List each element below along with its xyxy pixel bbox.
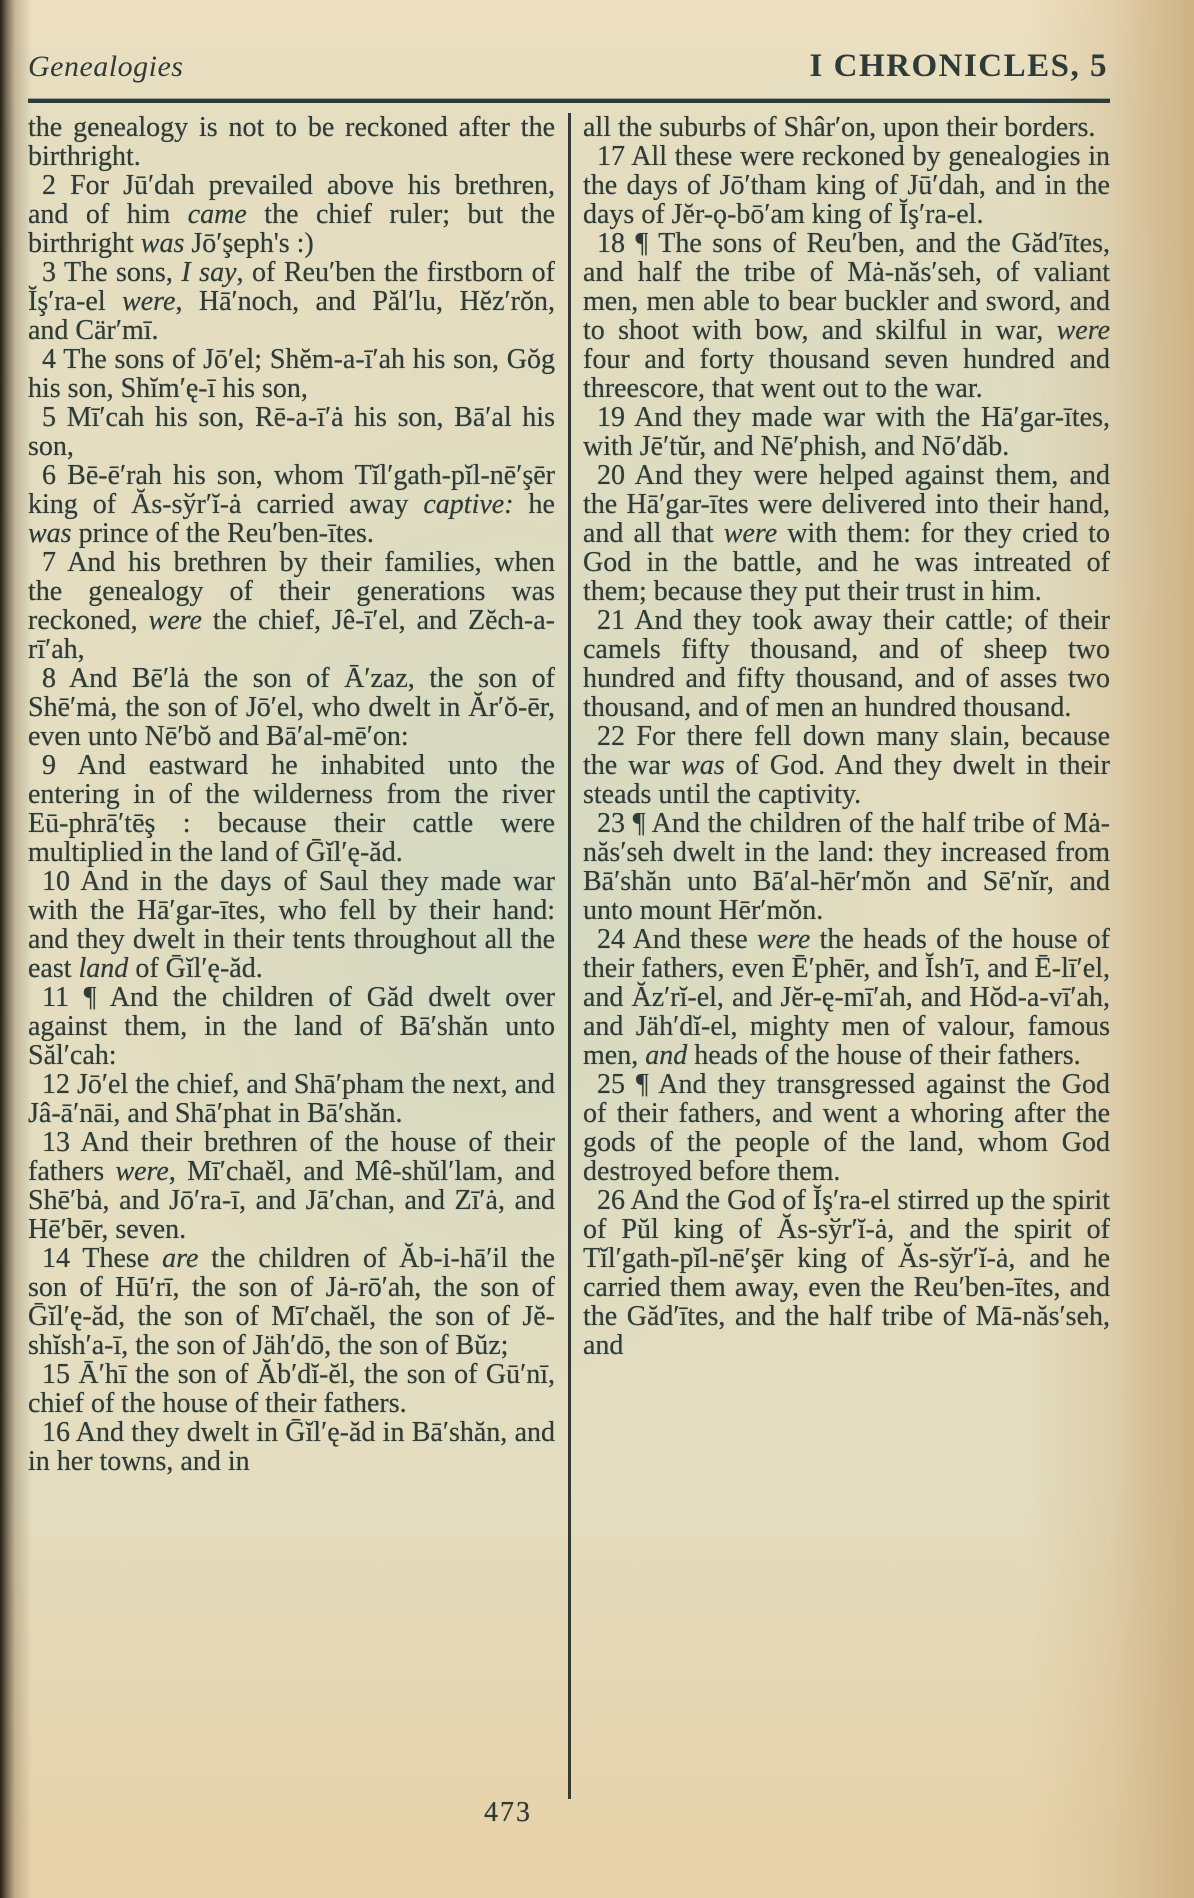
text-run: , Mī′chaĕl, and Mê-shŭl′lam, and Shē′bȧ, and Jō′ra-ī, and Jā′chan, and Zī′ȧ, and Hē′bēr, seven.: [28, 1156, 555, 1245]
verse-paragraph: [583, 1186, 1110, 1360]
two-column-text: [28, 113, 1110, 1799]
text-run: 8 And Bē′lȧ the son of Ā′zaz, the son of Shē′mȧ, the son of Jō′el, who dwelt in Ăr′ŏ-ēr, even unto Nē′bŏ and Bā′al-mē′on:: [28, 663, 555, 752]
verse-paragraph: [583, 606, 1110, 722]
text-run: 15 Ā′hī the son of Ăb′dĭ-ĕl, the son of Gū′nī, chief of the house of their fathers.: [28, 1359, 555, 1419]
column-divider-rule: [568, 113, 571, 1799]
text-run: all the suburbs of Shâr′on, upon their borders.: [583, 113, 1096, 143]
verse-paragraph: [583, 809, 1110, 925]
text-run: 3 The sons,: [42, 257, 182, 288]
text-run: 5 Mī′cah his son, Rē-a-ī′ȧ his son, Bā′al his son,: [28, 402, 555, 462]
verse-paragraph: [583, 229, 1110, 403]
verse-paragraph: [28, 403, 555, 461]
text-run: , Hā′noch, and Păl′lu, Hĕz′rŏn, and Cär′mī.: [28, 286, 555, 346]
text-run: 13 And their brethren of the house of their fathers: [28, 1127, 555, 1187]
verse-paragraph: [583, 722, 1110, 809]
text-run: the children of Ăb-i-hā′il the son of Hū′rī, the son of Jȧ-rō′ah, the son of Ḡĭl′ę-ăd, the son of Mī′chaĕl, the son of Jĕ-shĭsh′a-ī, the son of Jäh′dō, the son of Bŭz;: [28, 1243, 555, 1361]
verse-paragraph: [28, 664, 555, 751]
italic-text-run: captive:: [423, 489, 514, 520]
text-run: 11 ¶ And the children of Găd dwelt over against them, in the land of Bā′shăn unto Săl′cah:: [28, 982, 555, 1071]
verse-paragraph: [583, 142, 1110, 229]
text-run: 17 All these were reckoned by genealogies in the days of Jō′tham king of Jū′dah, and in the days of Jĕr-ǫ-bō′am king of Ĭş′ra-el.: [583, 141, 1110, 230]
verse-paragraph: [583, 403, 1110, 461]
verse-paragraph: [28, 751, 555, 867]
text-run: 21 And they took away their cattle; of their camels fifty thousand, and of sheep two hundred and fifty thousand, and of asses two thousand, and of men an hundred thousand.: [583, 605, 1110, 723]
verse-paragraph: [28, 345, 555, 403]
text-column-right: [583, 113, 1110, 1799]
text-run: he: [513, 489, 555, 520]
text-run: 23 ¶ And the children of the half tribe of Mȧ-năs′seh dwelt in the land: they increased from Bā′shăn unto Bā′al-hēr′mŏn and Sē′nĭr, and unto mount Hēr′mŏn.: [583, 808, 1110, 926]
verse-paragraph: [28, 867, 555, 983]
text-run: Jō′şeph's :): [184, 228, 314, 259]
text-run: 10 And in the days of Saul they made war with the Hā′gar-ītes, who fell by their hand: and they dwelt in their tents throughout all the east: [28, 866, 555, 984]
text-run: 24 And these: [597, 924, 757, 955]
verse-paragraph: [28, 1360, 555, 1418]
italic-text-run: came: [187, 199, 247, 230]
verse-paragraph: [583, 1070, 1110, 1186]
verse-paragraph: [28, 171, 555, 258]
verse-paragraph: [28, 1418, 555, 1476]
verse-paragraph: [28, 113, 555, 171]
text-column-left: [28, 113, 555, 1799]
text-run: 22 For there fell down many slain, because the war: [583, 721, 1110, 781]
text-run: the genealogy is not to be reckoned after the birthright.: [28, 113, 555, 172]
text-run: 19 And they made war with the Hā′gar-ītes, with Jē′tŭr, and Nē′phish, and Nō′dăb.: [583, 402, 1110, 462]
text-run: of Ḡĭl′ę-ăd.: [128, 953, 263, 984]
text-run: 9 And eastward he inhabited unto the entering in of the wilderness from the river Eū-phrā′tēş : because their cattle were multiplied in the land of Ḡĭl′ę-ăd.: [28, 750, 555, 868]
verse-paragraph: [28, 548, 555, 664]
text-run: the chief, Jê-ī′el, and Zĕch-a-rī′ah,: [28, 605, 555, 665]
running-head-book-chapter: I CHRONICLES, 5: [809, 48, 1108, 84]
verse-paragraph: [28, 258, 555, 345]
italic-text-run: was: [28, 518, 72, 549]
verse-paragraph: [28, 461, 555, 548]
text-run: the chief ruler; but the birthright: [28, 199, 555, 259]
italic-text-run: and: [645, 1040, 688, 1071]
italic-text-run: was: [140, 228, 185, 259]
text-run: 20 And they were helped against them, and the Hā′gar-ītes were delivered into their hand, and all that: [583, 460, 1110, 549]
text-run: the heads of the house of their fathers, even Ē′phēr, and Ĭsh′ī, and Ē-lī′el, and Ăz′rĭ-el, and Jĕr-ę-mī′ah, and Hŏd-a-vī′ah, and Jäh′dĭ-el, mighty men of valour, famous men,: [583, 924, 1110, 1071]
text-run: of God. And they dwelt in their steads until the captivity.: [583, 750, 1110, 810]
page-text-block: [28, 40, 1110, 1799]
text-run: four and forty thousand seven hundred and threescore, that went out to the war.: [583, 344, 1110, 404]
header-rule: [28, 99, 1110, 103]
text-run: 16 And they dwelt in Ḡĭl′ę-ăd in Bā′shăn, and in her towns, and in: [28, 1417, 555, 1477]
text-run: prince of the Reu′ben-ītes.: [71, 518, 374, 549]
verse-paragraph: [28, 1070, 555, 1128]
italic-text-run: land: [78, 953, 129, 984]
italic-text-run: were: [723, 518, 778, 549]
verse-paragraph: [28, 983, 555, 1070]
verse-paragraph: [583, 461, 1110, 606]
verse-paragraph: [583, 925, 1110, 1070]
text-run: 18 ¶ The sons of Reu′ben, and the Găd′ītes, and half the tribe of Mȧ-năs′seh, of valiant men, men able to bear buckler and sword, and to shoot with bow, and skilful in war,: [583, 228, 1110, 346]
text-run: heads of the house of their fathers.: [687, 1040, 1081, 1071]
italic-text-run: were: [115, 1156, 169, 1187]
verse-paragraph: [28, 1128, 555, 1244]
italic-text-run: I say: [181, 257, 237, 288]
italic-text-run: are: [162, 1243, 199, 1274]
italic-text-run: were: [1056, 315, 1110, 346]
text-run: , of Reu′ben the firstborn of Ĭş′ra-el: [28, 257, 555, 317]
page-edge-shadow: [1184, 0, 1194, 1898]
italic-text-run: were: [122, 286, 176, 317]
text-run: 6 Bē-ē′rah his son, whom Tĭl′gath-pĭl-nē′şēr king of Ăs-sўr′ĭ-ȧ carried away: [28, 460, 555, 520]
italic-text-run: was: [681, 750, 725, 781]
binding-edge-shadow: [0, 0, 20, 1898]
text-run: 14 These: [42, 1243, 163, 1274]
italic-text-run: were: [148, 605, 202, 636]
text-run: 4 The sons of Jō′el; Shĕm-a-ī′ah his son, Gŏg his son, Shĭm′ę-ī his son,: [28, 344, 555, 404]
italic-text-run: were: [756, 924, 811, 955]
verse-paragraph: [28, 1244, 555, 1360]
text-run: 25 ¶ And they transgressed against the God of their fathers, and went a whoring after the gods of the people of the land, whom God destroyed before them.: [583, 1069, 1110, 1187]
page-number: 473: [484, 1797, 532, 1828]
verse-paragraph: [583, 113, 1110, 142]
text-run: 2 For Jū′dah prevailed above his brethren, and of him: [28, 170, 555, 230]
text-run: 7 And his brethren by their families, when the genealogy of their generations was reckoned,: [28, 547, 555, 636]
text-run: 12 Jō′el the chief, and Shā′pham the next, and Jâ-ā′nāi, and Shā′phat in Bā′shăn.: [28, 1069, 555, 1129]
running-head-section-title: Genealogies: [28, 50, 184, 83]
text-run: with them: for they cried to God in the battle, and he was intreated of them; because they put their trust in him.: [583, 518, 1110, 607]
text-run: 26 And the God of Ĭş′ra-el stirred up the spirit of Pŭl king of Ăs-sўr′ĭ-ȧ, and the spirit of Tĭl′gath-pĭl-nē′şēr king of Ăs-sўr′ĭ-ȧ, and he carried them away, even the Reu′ben-ītes, and the Găd′ītes, and the half tribe of Mā-năs′seh, and: [583, 1185, 1110, 1361]
running-head: [28, 40, 1110, 85]
